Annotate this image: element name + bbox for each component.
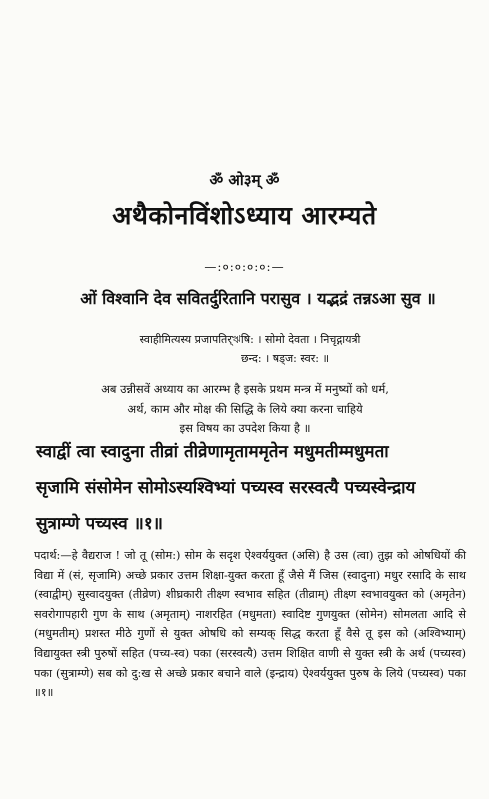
opening-mantra: ओं विश्वानि देव सवितर्दुरितानि परासुव । यद्भद्रं तन्नऽआ सुव ॥ [80, 289, 436, 308]
chapter-title: अथैकोनविंशोऽध्याय आरम्यते [112, 201, 377, 230]
mantra-line-3: सुत्राम्णे पच्यस्व ॥१॥ [36, 514, 163, 534]
intro-line-2: अर्थ, काम और मोक्ष की सिद्धि के लिये क्या करना चाहिये [127, 401, 363, 416]
rishi-line-1: स्वाहीमित्यस्य प्रजापतिर्ঋषि: । सोमो देवता । निचृद्गायत्री [139, 333, 361, 346]
ornament-divider: —:०:०:०:०:— [204, 260, 285, 274]
mantra-verse [36, 434, 466, 542]
chapter-intro [30, 380, 460, 439]
padartha-commentary: पदार्थ:—हे वैद्यराज ! जो तू (सोम:) सोम के सदृश ऐश्वर्ययुक्त (असि) है उस (त्वा) तुझ को ओषधियों की विद्या में (सं, सृजामि) अच्छे प्रकार उत्तम शिक्षा-युक्त करता हूँ जैसे मैं जिस (स्वादुना) मधुर रसादि के साथ (स्वाद्वीम्) सुस्वादयुक्त (तीव्रेण) शीघ्रकारी तीक्ष्ण स्वभाव सहित (तीव्राम्) तीक्ष्ण स्वभावयुक्त को (अमृतेन) सवरोगापहारी गुण के साथ (अमृताम्) नाशरहित (मधुमता) स्वादिष्ट गुणयुक्त (सोमेन) सोमलता आदि से (मधुमतीम्) प्रशस्त मीठे गुणों से युक्त ओषधि को सम्यक् सिद्ध करता हूँ वैसे तू इस को (अश्विभ्याम्) विद्यायुक्त स्त्री पुरुषों सहित (पच्य-स्व) पका (सरस्वत्यै) उत्तम शिक्षित वाणी से युक्त स्त्री के अर्थ (पच्यस्व) पका (सुत्राम्णे) सब को दु:ख से अच्छे प्रकार बचाने वाले (इन्द्राय) ऐश्वर्ययुक्त पुरुष के लिये (पच्यस्व) पका ॥१॥ [34, 549, 466, 700]
om-heading: ॐ ओ३म् ॐ [209, 171, 280, 189]
mantra-line-1: स्वाद्वीं त्वा स्वादुना तीव्रां तीव्रेणामृताममृतेन मधुमतीम्मधुमता [36, 442, 389, 462]
rishi-line-2: छन्द: । षड्ज: स्वर: ॥ [240, 352, 330, 365]
intro-line-3: इस विषय का उपदेश किया है ॥ [179, 421, 311, 435]
intro-line-1: अब उन्नीसवें अध्याय का आरम्भ है इसके प्रथम मन्त्र में मनुष्यों को धर्म, [101, 382, 389, 396]
mantra-line-2: सृजामि संसोमेन सोमोऽस्यश्विभ्यां पच्यस्व सरस्वत्यै पच्यस्वेन्द्राय [36, 478, 416, 498]
rishi-devata-line [60, 330, 440, 368]
